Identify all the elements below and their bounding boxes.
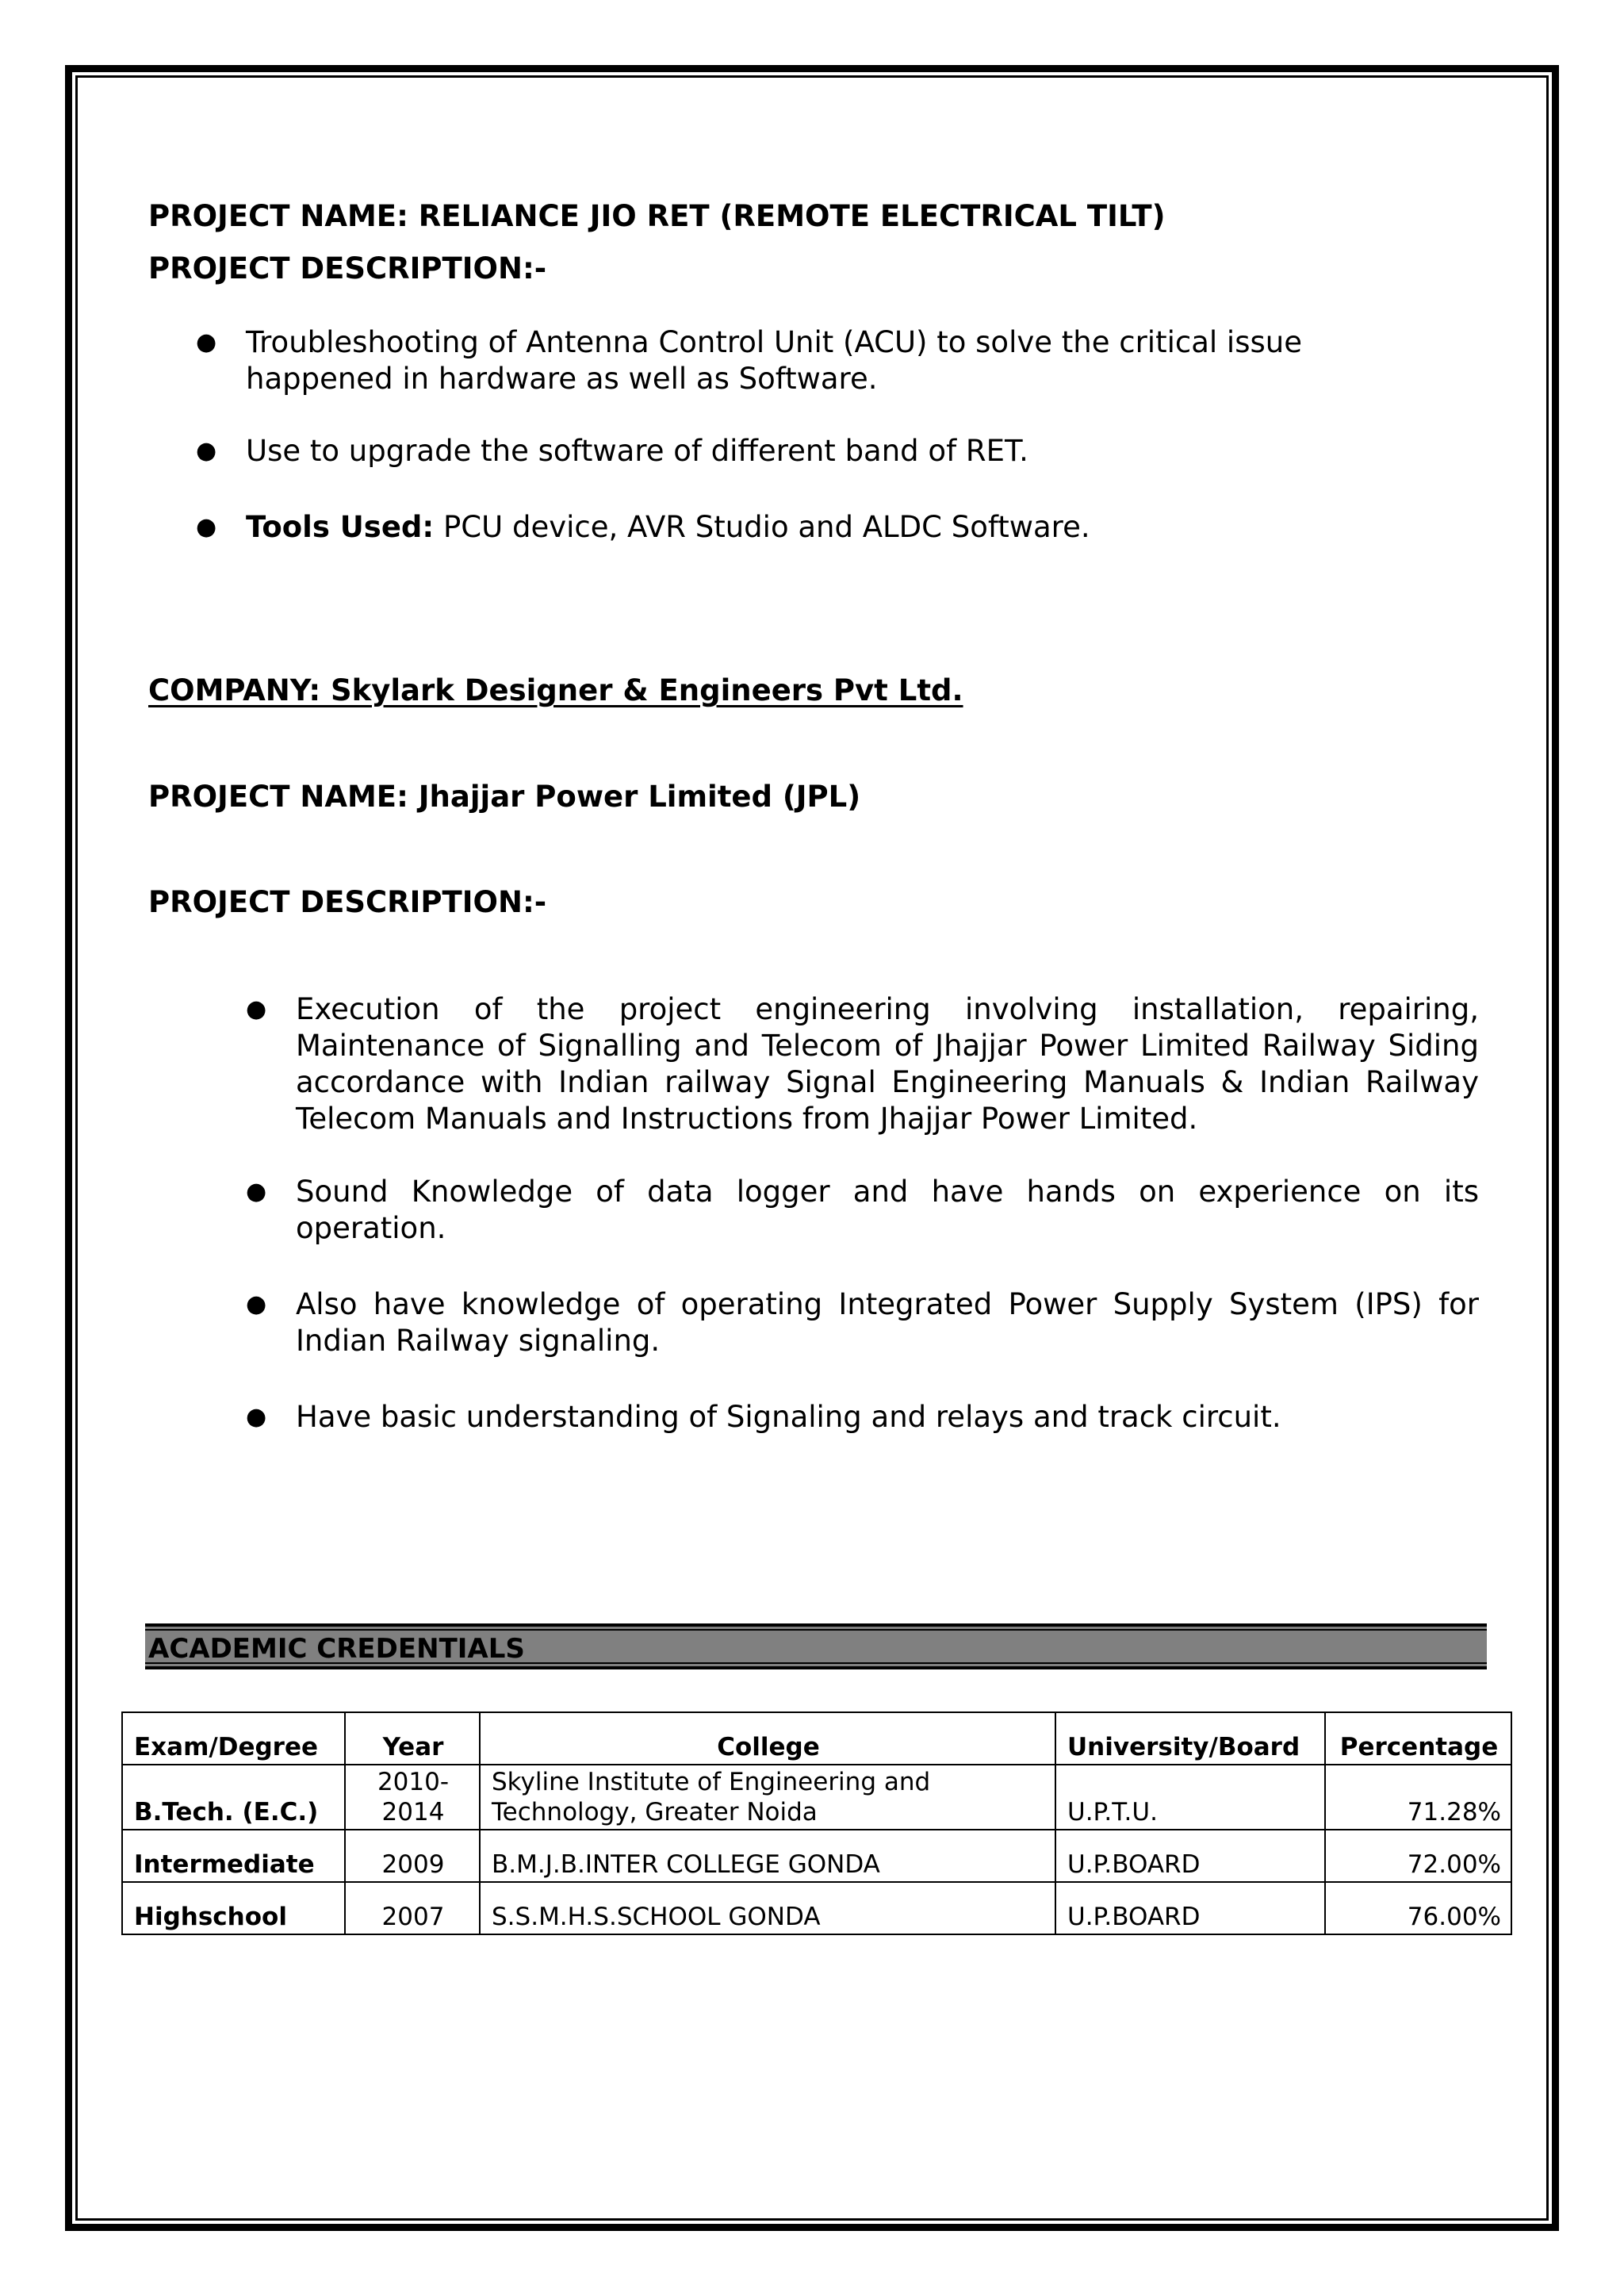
cell-year-line1: 2010- xyxy=(377,1768,450,1796)
list-item xyxy=(246,1286,1479,1359)
cell-percentage: 71.28% xyxy=(1325,1765,1511,1830)
academic-table xyxy=(121,1711,1512,1935)
cell-college: S.S.M.H.S.SCHOOL GONDA xyxy=(480,1882,1055,1934)
cell-exam: Intermediate xyxy=(122,1830,345,1882)
project1-name-heading: PROJECT NAME: RELIANCE JIO RET (REMOTE ELECTRICAL TILT) xyxy=(148,199,1166,233)
column-header-board: University/Board xyxy=(1055,1712,1325,1765)
list-item xyxy=(196,324,1346,397)
cell-college-line2: Technology, Greater Noida xyxy=(492,1798,818,1826)
bullet-text: PCU device, AVR Studio and ALDC Software. xyxy=(434,510,1090,544)
table-row xyxy=(122,1830,1511,1882)
cell-board: U.P.BOARD xyxy=(1055,1830,1325,1882)
cell-year: 2007 xyxy=(345,1882,480,1934)
list-item xyxy=(246,1174,1479,1247)
table-row xyxy=(122,1765,1511,1830)
bullet-text: Sound Knowledge of data logger and have hands on experience on its operation. xyxy=(296,1175,1479,1245)
cell-year xyxy=(345,1765,480,1830)
section-bar-rule xyxy=(145,1629,1487,1631)
bullet-icon: ● xyxy=(246,1290,267,1318)
table-header-row xyxy=(122,1712,1511,1765)
list-item xyxy=(196,509,1346,546)
cell-year: 2009 xyxy=(345,1830,480,1882)
cell-percentage: 76.00% xyxy=(1325,1882,1511,1934)
bullet-icon: ● xyxy=(196,513,217,541)
cell-percentage: 72.00% xyxy=(1325,1830,1511,1882)
cell-college xyxy=(480,1765,1055,1830)
cell-exam: Highschool xyxy=(122,1882,345,1934)
project2-bullet-list xyxy=(246,991,1479,1435)
project2-description-heading: PROJECT DESCRIPTION:- xyxy=(148,885,547,919)
company-heading: COMPANY: Skylark Designer & Engineers Pvt Ltd. xyxy=(148,673,963,707)
list-item xyxy=(196,433,1346,470)
cell-year-line2: 2014 xyxy=(381,1798,445,1826)
bullet-text: Troubleshooting of Antenna Control Unit (ACU) to solve the critical issue happened in hardware as well as Software. xyxy=(246,325,1302,396)
bullet-text: Use to upgrade the software of different band of RET. xyxy=(246,434,1028,468)
cell-exam: B.Tech. (E.C.) xyxy=(122,1765,345,1830)
bullet-text: Also have knowledge of operating Integrated Power Supply System (IPS) for Indian Railway signaling. xyxy=(296,1287,1479,1358)
cell-board: U.P.BOARD xyxy=(1055,1882,1325,1934)
bullet-label: Tools Used: xyxy=(246,510,435,544)
bullet-icon: ● xyxy=(246,995,267,1023)
bullet-icon: ● xyxy=(246,1178,267,1205)
bullet-text: Have basic understanding of Signaling and relays and track circuit. xyxy=(296,1400,1281,1434)
project1-description-heading: PROJECT DESCRIPTION:- xyxy=(148,251,547,286)
list-item xyxy=(246,1399,1479,1435)
bullet-icon: ● xyxy=(246,1403,267,1431)
academic-section-title: ACADEMIC CREDENTIALS xyxy=(148,1633,525,1665)
academic-section-bar xyxy=(145,1623,1487,1669)
bullet-icon: ● xyxy=(196,437,217,465)
column-header-percentage: Percentage xyxy=(1325,1712,1511,1765)
column-header-exam: Exam/Degree xyxy=(122,1712,345,1765)
cell-college: B.M.J.B.INTER COLLEGE GONDA xyxy=(480,1830,1055,1882)
project1-bullet-list xyxy=(196,324,1346,546)
project2-name-heading: PROJECT NAME: Jhajjar Power Limited (JPL) xyxy=(148,780,861,814)
cell-board: U.P.T.U. xyxy=(1055,1765,1325,1830)
column-header-year: Year xyxy=(345,1712,480,1765)
cell-college-line1: Skyline Institute of Engineering and xyxy=(492,1768,931,1796)
column-header-college: College xyxy=(480,1712,1055,1765)
list-item xyxy=(246,991,1479,1137)
bullet-icon: ● xyxy=(196,328,217,356)
table-row xyxy=(122,1882,1511,1934)
bullet-text: Execution of the project engineering involving installation, repairing, Maintenance of Signalling and Telecom of Jhajjar Power Limited Railway Siding accordance with Indian railway Signal Engineering Manuals & Indian Railway Telecom Manuals and Instructions from Jhajjar Power Limited. xyxy=(296,992,1479,1136)
